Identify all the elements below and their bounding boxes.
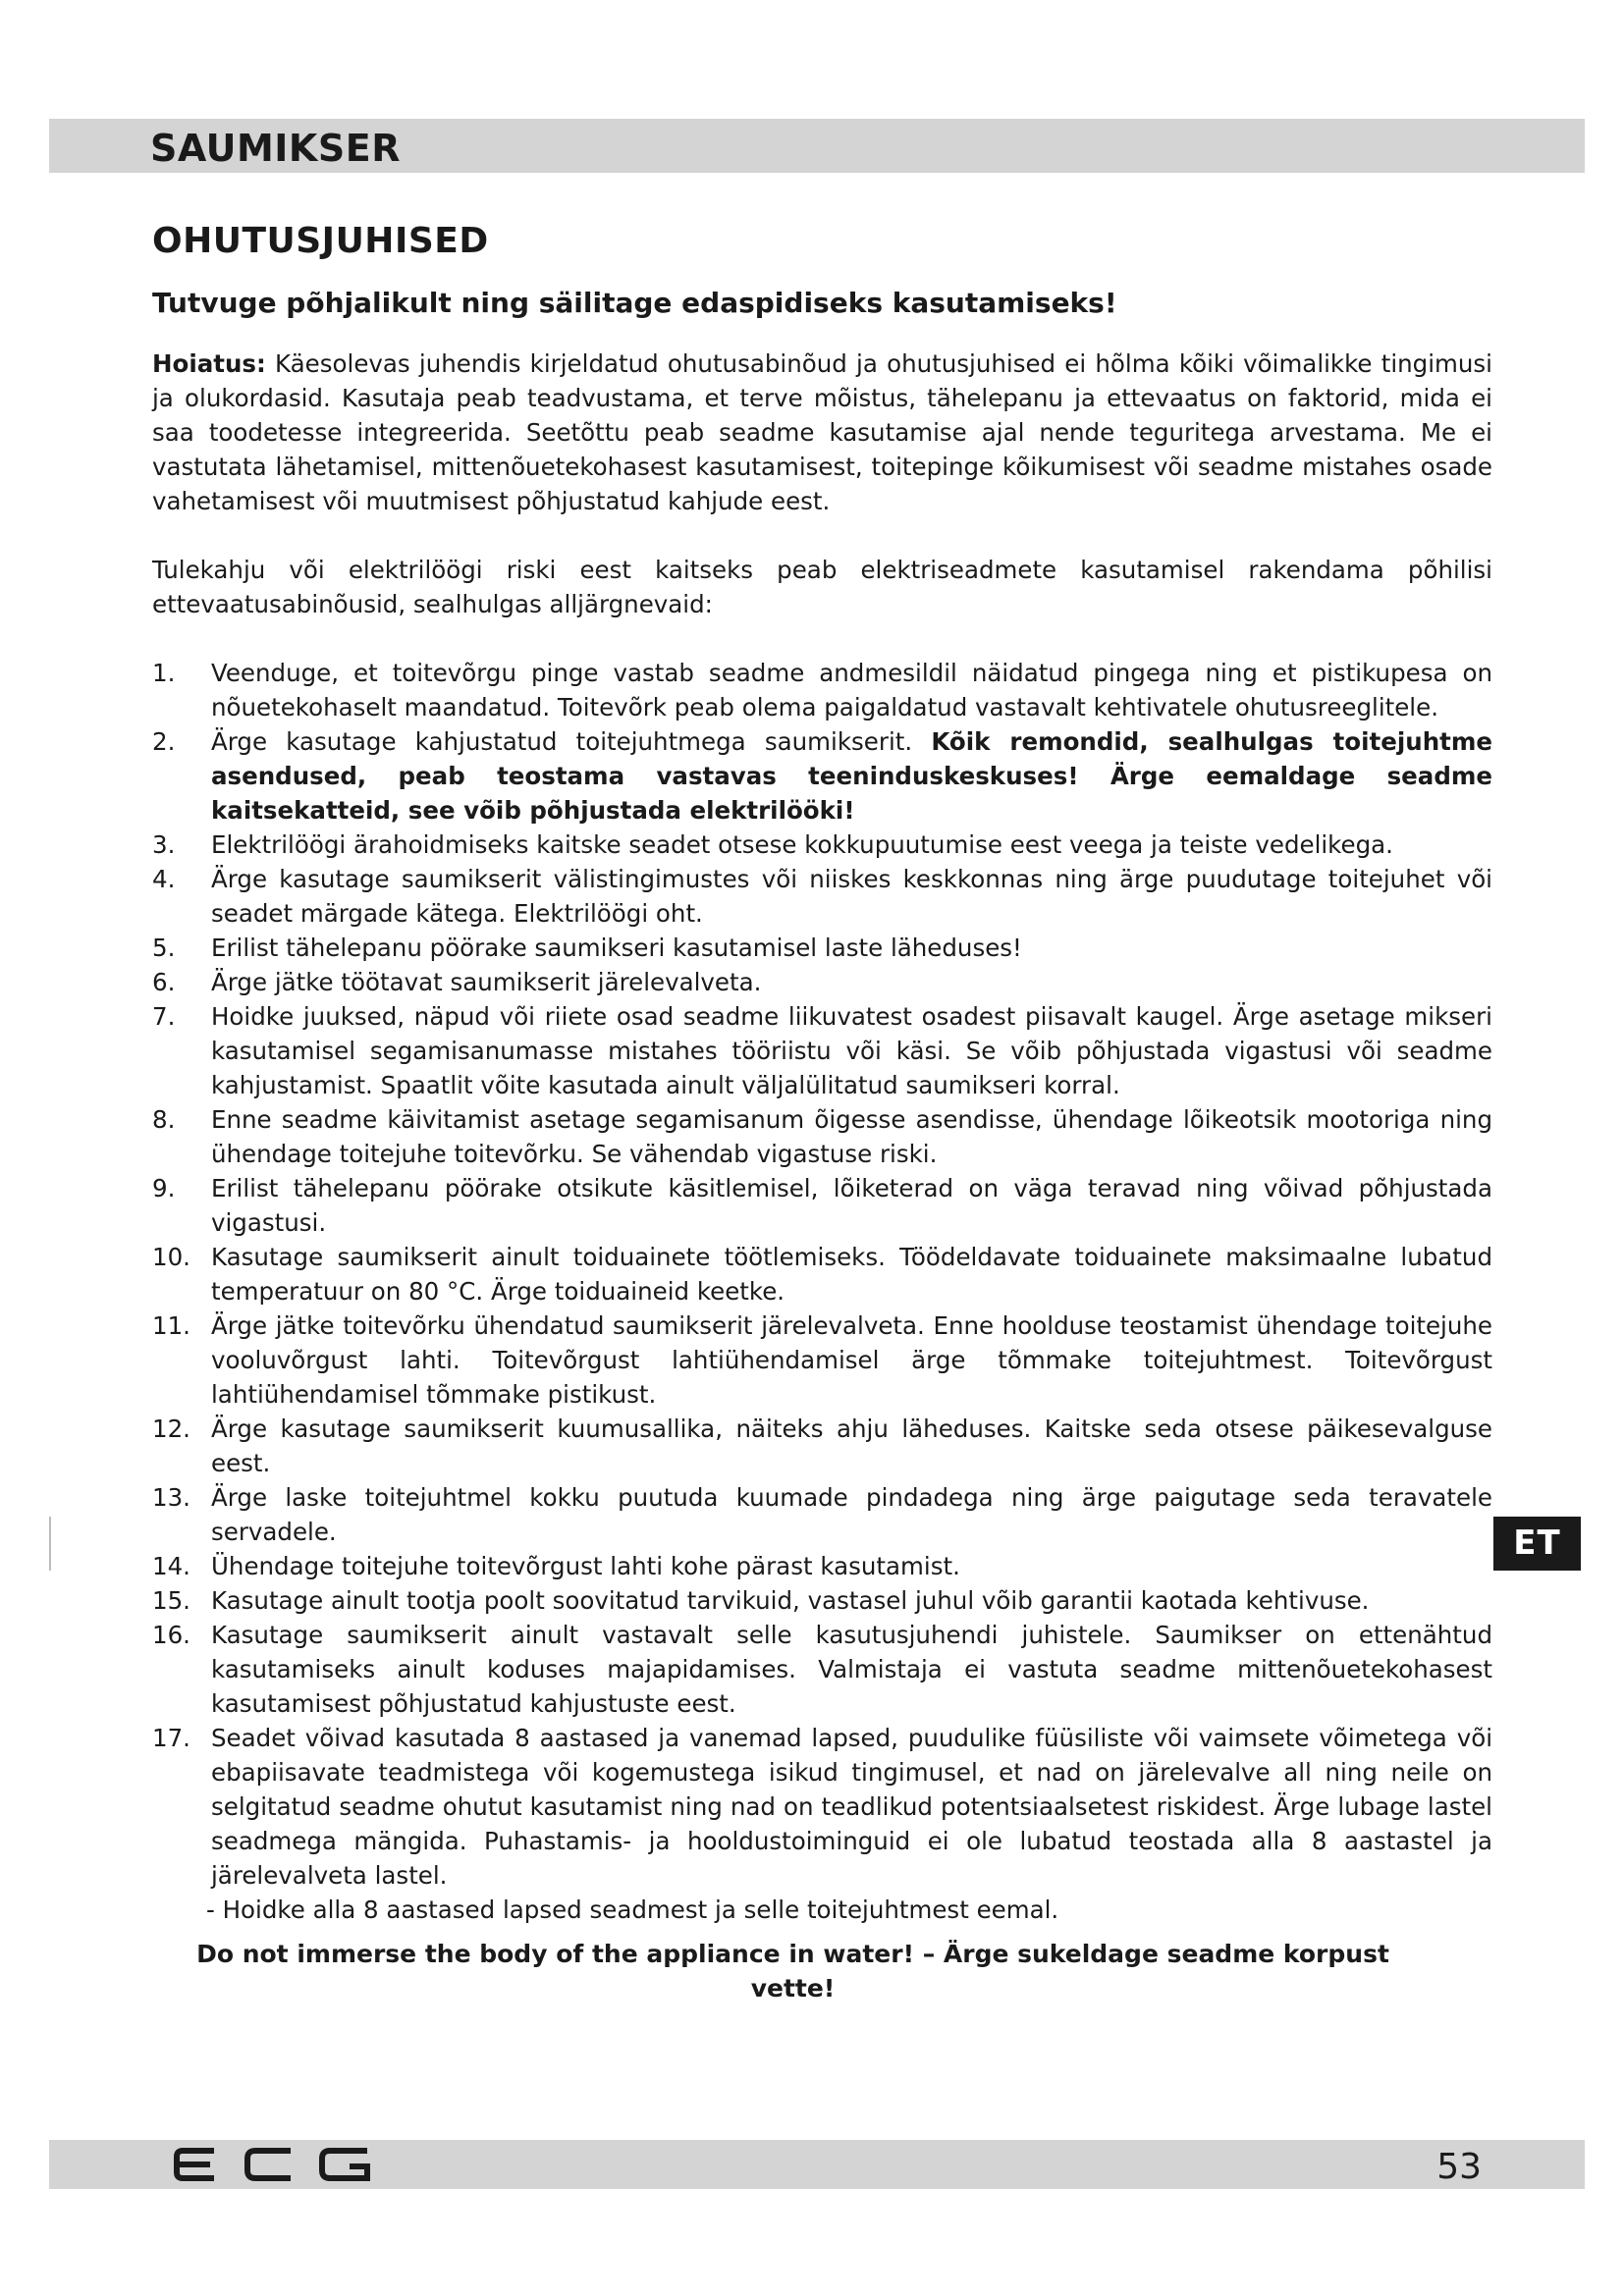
list-item: [152, 1583, 1492, 1618]
margin-line: [49, 1517, 51, 1571]
ecg-logo: [173, 2145, 379, 2184]
list-item: [152, 1480, 1492, 1549]
language-badge: ET: [1493, 1517, 1581, 1571]
list-item: [152, 828, 1492, 862]
subtitle: Tutvuge põhjalikult ning säilitage edaspidiseks kasutamiseks!: [152, 287, 1117, 319]
list-item-number: 8.: [152, 1105, 176, 1134]
list-item-number: 7.: [152, 1002, 176, 1031]
list-item: [152, 1171, 1492, 1240]
list-item-text: Erilist tähelepanu pöörake saumikseri kasutamisel laste läheduses!: [211, 934, 1022, 962]
list-item: [152, 1240, 1492, 1308]
header-bar: [49, 119, 1585, 173]
list-item-number: 2.: [152, 727, 176, 756]
list-item-number: 5.: [152, 934, 176, 962]
list-item: [152, 931, 1492, 965]
section-title: OHUTUSJUHISED: [152, 221, 489, 261]
list-item-text: Ärge kasutage saumikserit kuumusallika, näiteks ahju läheduses. Kaitske seda otsese päikesevalguse eest.: [211, 1415, 1492, 1477]
list-item-number: 1.: [152, 659, 176, 687]
list-item-number: 4.: [152, 865, 176, 893]
list-item-text: Kasutage ainult tootja poolt soovitatud tarvikuid, vastasel juhul võib garantii kaotada kehtivuse.: [211, 1586, 1370, 1615]
list-item: [152, 1308, 1492, 1412]
list-item-text: Kasutage saumikserit ainult vastavalt selle kasutusjuhendi juhistele. Saumikser on ettenähtud kasutamiseks ainult koduses majapidamises. Valmistaja ei vastuta seadme mittenõuetekohasest kasutamisest põhjustatud kahjustuste eest.: [211, 1621, 1492, 1718]
list-item: [152, 724, 1492, 828]
list-item: [152, 1549, 1492, 1583]
list-item-number: 15.: [152, 1586, 190, 1615]
list-item-text: Hoidke juuksed, näpud või riiete osad seadme liikuvatest osadest piisavalt kaugel. Ärge asetage mikseri kasutamisel segamisanumasse mistahes tööriistu või käsi. Se võib põhjustada vigastusi või seadme kahjustamist. Spaatlit võite kasutada ainult väljalülitatud saumikseri korral.: [211, 1002, 1492, 1099]
safety-rules-list: [152, 656, 1492, 1893]
list-item-text: Ärge kasutage saumikserit välistingimustes või niiskes keskkonnas ning ärge puudutage toitejuhet või seadet märgade kätega. Elektrilöögi oht.: [211, 865, 1492, 928]
list-item-text: Ärge jätke toitevõrku ühendatud saumikserit järelevalveta. Enne hoolduse teostamist ühendage toitejuhe vooluvõrgust lahti. Toitevõrgust lahtiühendamisel ärge tõmmake toitejuhtmest. Toitevõrgust lahtiühendamisel tõmmake pistikust.: [211, 1311, 1492, 1409]
warning-paragraph: [152, 347, 1492, 518]
warning-label: Hoiatus:: [152, 349, 266, 378]
list-item: [152, 1721, 1492, 1893]
list-item-number: 10.: [152, 1243, 190, 1271]
list-item-text: Ärge laske toitejuhtmel kokku puutuda kuumade pindadega ning ärge paigutage seda teravatele servadele.: [211, 1483, 1492, 1546]
footer-bar: [49, 2140, 1585, 2189]
list-item-number: 14.: [152, 1552, 190, 1580]
list-item: [152, 1618, 1492, 1721]
list-item-text: Seadet võivad kasutada 8 aastased ja vanemad lapsed, puudulike füüsiliste või vaimsete võimetega või ebapiisavate teadmistega või kogemustega isikud tingimusel, et nad on järelevalve all ning neile on selgitatud seadme ohutut kasutamist ning nad on teadlikud potentsiaalsetest riskidest. Ärge lubage lastel seadmega mängida. Puhastamis- ja hooldustoiminguid ei ole lubatud teostada alla 8 aastastel ja järelevalveta lastel.: [211, 1724, 1492, 1890]
list-item: [152, 999, 1492, 1102]
list-item: [152, 656, 1492, 724]
safety-content: [152, 347, 1492, 2005]
list-item: [152, 1102, 1492, 1171]
list-item-number: 17.: [152, 1724, 190, 1752]
list-item-text: Ärge kasutage kahjustatud toitejuhtmega saumikserit.: [211, 727, 932, 756]
list-item-number: 11.: [152, 1311, 190, 1340]
header-title: SAUMIKSER: [150, 127, 401, 170]
list-item-text: Elektrilöögi ärahoidmiseks kaitske seadet otsese kokkupuutumise eest veega ja teiste vedelikega.: [211, 830, 1393, 859]
closing-warning: Do not immerse the body of the appliance in water! – Ärge sukeldage seadme korpust vette!: [196, 1940, 1389, 2002]
list-item-number: 6.: [152, 968, 176, 996]
list-item-text: Ühendage toitejuhe toitevõrgust lahti kohe pärast kasutamist.: [211, 1552, 960, 1580]
list-item: [152, 1412, 1492, 1480]
list-item-number: 16.: [152, 1621, 190, 1649]
list-item-text: Enne seadme käivitamist asetage segamisanum õigesse asendisse, ühendage lõikeotsik mootoriga ning ühendage toitejuhe toitevõrku. Se vähendab vigastuse riski.: [211, 1105, 1492, 1168]
list-item-text: Ärge jätke töötavat saumikserit järelevalveta.: [211, 968, 762, 996]
page-number: 53: [1436, 2147, 1482, 2187]
list-item: [152, 862, 1492, 931]
sub-note: - Hoidke alla 8 aastased lapsed seadmest ja selle toitejuhtmest eemal.: [206, 1896, 1059, 1924]
list-item: [152, 965, 1492, 999]
warning-text: Käesolevas juhendis kirjeldatud ohutusabinõud ja ohutusjuhised ei hõlma kõiki võimalikke tingimusi ja olukordasid. Kasutaja peab teadvustama, et terve mõistus, tähelepanu ja ettevaatus on faktorid, mida ei saa toodetesse integreerida. Seetõttu peab seadme kasutamise ajal nende teguritega arvestama. Me ei vastutata lähetamisel, mittenõuetekohasest kasutamisest, toitepinge kõikumisest või seadme mistahes osade vahetamisest või muutmisest põhjustatud kahjude eest.: [152, 349, 1492, 515]
intro-paragraph: Tulekahju või elektrilöögi riski eest kaitseks peab elektriseadmete kasutamisel rakendama põhilisi ettevaatusabinõusid, sealhulgas alljärgnevaid:: [152, 556, 1492, 618]
list-item-number: 3.: [152, 830, 176, 859]
list-item-number: 13.: [152, 1483, 190, 1512]
list-item-text: Veenduge, et toitevõrgu pinge vastab seadme andmesildil näidatud pingega ning et pistikupesa on nõuetekohaselt maandatud. Toitevõrk peab olema paigaldatud vastavalt kehtivatele ohutusreeglitele.: [211, 659, 1492, 721]
list-item-text: Kasutage saumikserit ainult toiduainete töötlemiseks. Töödeldavate toiduainete maksimaalne lubatud temperatuur on 80 °C. Ärge toiduaineid keetke.: [211, 1243, 1492, 1306]
list-item-text: Erilist tähelepanu pöörake otsikute käsitlemisel, lõiketerad on väga teravad ning võivad põhjustada vigastusi.: [211, 1174, 1492, 1237]
list-item-bold-text: Kõik remondid, sealhulgas toitejuhtme asendused, peab teostama vastavas teeninduskeskuses! Ärge eemaldage seadme kaitsekatteid, see võib põhjustada elektrilööki!: [211, 727, 1493, 825]
list-item-number: 9.: [152, 1174, 176, 1202]
list-item-number: 12.: [152, 1415, 190, 1443]
